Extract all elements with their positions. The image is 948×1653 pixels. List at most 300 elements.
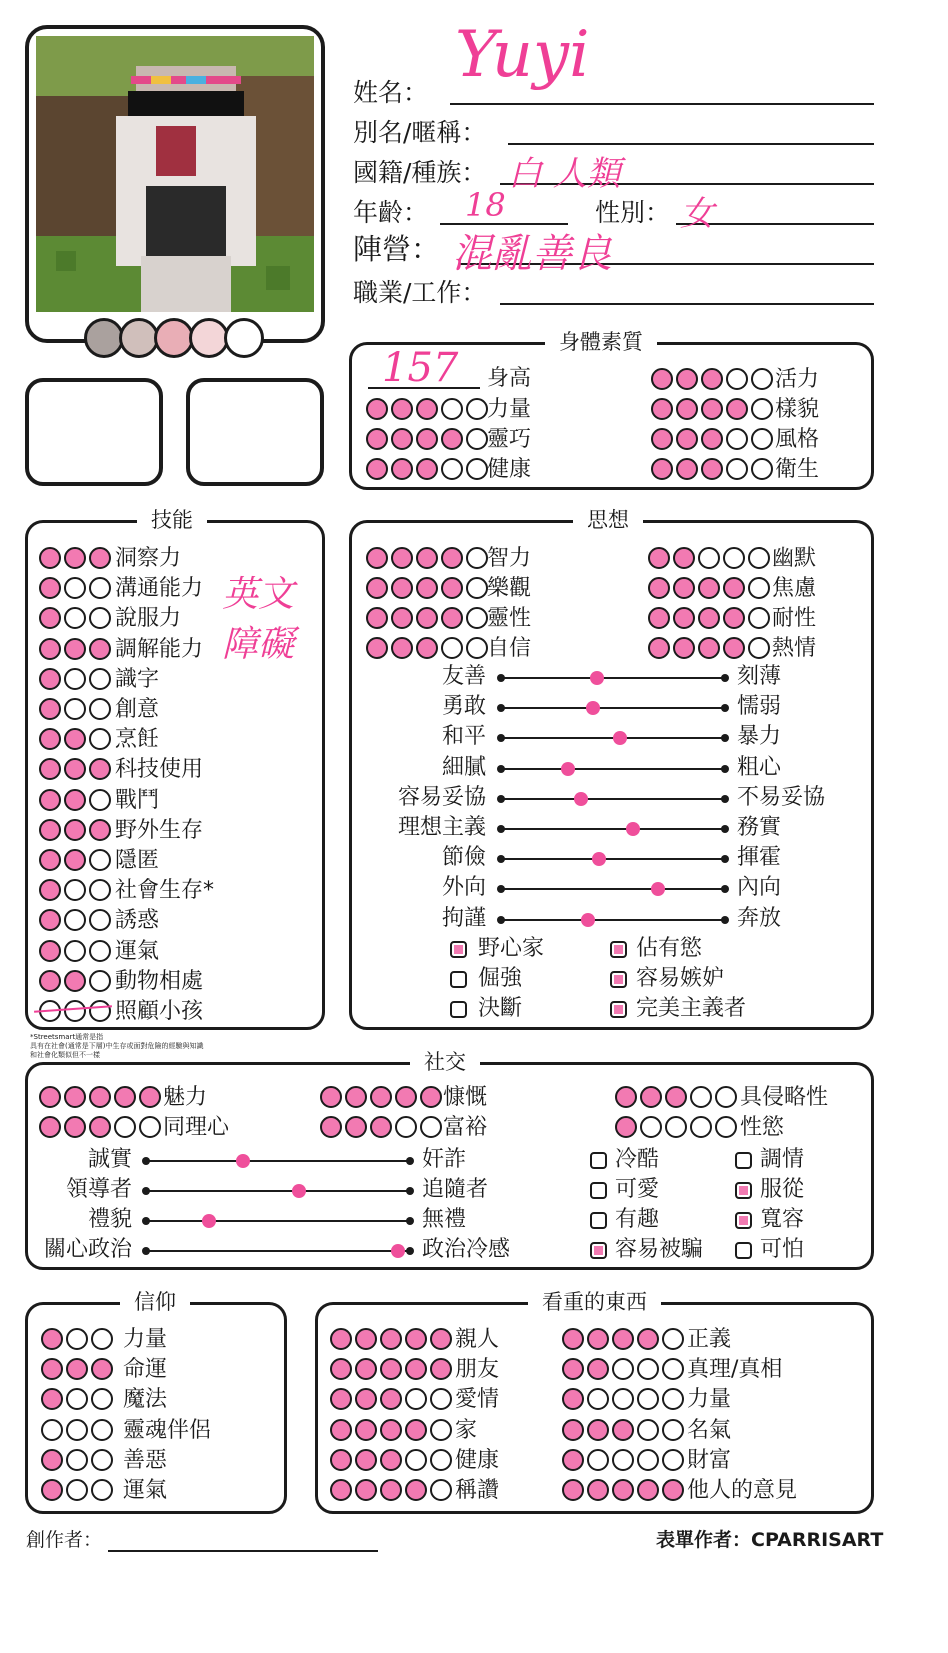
rating-dot[interactable]: [91, 1328, 113, 1350]
rating-dot[interactable]: [637, 1449, 659, 1471]
value-dots: [330, 1419, 452, 1441]
rating-dot[interactable]: [41, 1449, 63, 1471]
rating-dot[interactable]: [391, 398, 413, 420]
item-label: 內向: [737, 875, 782, 901]
rating-dot[interactable]: [66, 1328, 88, 1350]
slider-left-label: 理想主義: [397, 815, 486, 840]
rating-dot[interactable]: [330, 1449, 352, 1471]
rating-dot[interactable]: [441, 458, 463, 480]
rating-dot[interactable]: [39, 970, 61, 992]
rating-dot[interactable]: [366, 577, 388, 599]
rating-dot[interactable]: [587, 1419, 609, 1441]
value-dots: [330, 1328, 452, 1350]
rating-dot[interactable]: [330, 1419, 352, 1441]
rating-dot[interactable]: [751, 368, 773, 390]
rating-dot[interactable]: [676, 398, 698, 420]
checkbox[interactable]: [735, 1212, 752, 1229]
item-label: 烹飪: [115, 727, 160, 753]
rating-dot[interactable]: [355, 1358, 377, 1380]
rating-dot[interactable]: [139, 1086, 161, 1108]
rating-dot[interactable]: [89, 607, 111, 629]
rating-dot[interactable]: [562, 1388, 584, 1410]
checkbox[interactable]: [450, 971, 467, 988]
rating-dot[interactable]: [648, 577, 670, 599]
rating-dot[interactable]: [114, 1116, 136, 1138]
rating-dot[interactable]: [637, 1388, 659, 1410]
rating-dot[interactable]: [391, 458, 413, 480]
rating-dot[interactable]: [391, 428, 413, 450]
rating-dot[interactable]: [612, 1328, 634, 1350]
rating-dot[interactable]: [726, 458, 748, 480]
item-label: 風格: [775, 427, 820, 452]
value-dots: [330, 1358, 452, 1380]
rating-dot[interactable]: [64, 849, 86, 871]
thought-slider: [500, 919, 726, 921]
rating-dot[interactable]: [466, 637, 488, 659]
rating-dot[interactable]: [562, 1358, 584, 1380]
rating-dot[interactable]: [690, 1116, 712, 1138]
rating-dot[interactable]: [89, 698, 111, 720]
rating-dot[interactable]: [662, 1479, 684, 1501]
rating-dot[interactable]: [330, 1479, 352, 1501]
rating-dot[interactable]: [466, 547, 488, 569]
rating-dot[interactable]: [748, 607, 770, 629]
rating-dot[interactable]: [39, 728, 61, 750]
rating-dot[interactable]: [39, 849, 61, 871]
rating-dot[interactable]: [41, 1388, 63, 1410]
rating-dot[interactable]: [366, 547, 388, 569]
rating-dot[interactable]: [114, 1086, 136, 1108]
rating-dot[interactable]: [430, 1358, 452, 1380]
rating-dot[interactable]: [395, 1116, 417, 1138]
rating-dot[interactable]: [441, 428, 463, 450]
rating-dot[interactable]: [466, 458, 488, 480]
rating-dot[interactable]: [39, 577, 61, 599]
rating-dot[interactable]: [64, 879, 86, 901]
checkbox[interactable]: [735, 1152, 752, 1169]
slider-knob[interactable]: [581, 913, 595, 927]
rating-dot[interactable]: [64, 970, 86, 992]
rating-dot[interactable]: [41, 1419, 63, 1441]
slider-knob[interactable]: [202, 1214, 216, 1228]
rating-dot[interactable]: [430, 1388, 452, 1410]
rating-dot[interactable]: [405, 1328, 427, 1350]
rating-dot[interactable]: [89, 940, 111, 962]
item-label: 親人: [455, 1327, 500, 1352]
rating-dot[interactable]: [64, 577, 86, 599]
slider-knob[interactable]: [586, 701, 600, 715]
rating-dot[interactable]: [345, 1116, 367, 1138]
rating-dot[interactable]: [380, 1419, 402, 1441]
rating-dot[interactable]: [701, 458, 723, 480]
rating-dot[interactable]: [430, 1449, 452, 1471]
rating-dot[interactable]: [39, 879, 61, 901]
rating-dot[interactable]: [395, 1086, 417, 1108]
rating-dot[interactable]: [673, 577, 695, 599]
rating-dot[interactable]: [391, 637, 413, 659]
rating-dot[interactable]: [39, 668, 61, 690]
rating-dot[interactable]: [366, 398, 388, 420]
rating-dot[interactable]: [651, 428, 673, 450]
checkbox[interactable]: [450, 1001, 467, 1018]
rating-dot[interactable]: [380, 1358, 402, 1380]
item-label: 名氣: [687, 1417, 732, 1443]
rating-dot[interactable]: [91, 1388, 113, 1410]
rating-dot[interactable]: [39, 547, 61, 569]
rating-dot[interactable]: [698, 577, 720, 599]
rating-dot[interactable]: [648, 607, 670, 629]
item-label: 幽默: [772, 546, 817, 571]
checkbox[interactable]: [590, 1182, 607, 1199]
rating-dot[interactable]: [89, 638, 111, 660]
rating-dot[interactable]: [380, 1449, 402, 1471]
rating-dot[interactable]: [89, 668, 111, 690]
rating-dot[interactable]: [39, 698, 61, 720]
rating-dot[interactable]: [370, 1086, 392, 1108]
rating-dot[interactable]: [651, 398, 673, 420]
rating-dot[interactable]: [651, 368, 673, 390]
checkbox[interactable]: [735, 1182, 752, 1199]
rating-dot[interactable]: [420, 1086, 442, 1108]
rating-dot[interactable]: [64, 909, 86, 931]
rating-dot[interactable]: [89, 1116, 111, 1138]
creator-line[interactable]: [108, 1550, 378, 1552]
rating-dot[interactable]: [615, 1116, 637, 1138]
rating-dot[interactable]: [370, 1116, 392, 1138]
rating-dot[interactable]: [89, 758, 111, 780]
nationality-value: 白 人類: [508, 154, 621, 194]
rating-dot[interactable]: [701, 368, 723, 390]
rating-dot[interactable]: [64, 547, 86, 569]
rating-dot[interactable]: [89, 849, 111, 871]
rating-dot[interactable]: [673, 607, 695, 629]
rating-dot[interactable]: [64, 638, 86, 660]
rating-dot[interactable]: [405, 1419, 427, 1441]
rating-dot[interactable]: [39, 638, 61, 660]
rating-dot[interactable]: [380, 1328, 402, 1350]
rating-dot[interactable]: [715, 1086, 737, 1108]
skill-dots: [39, 547, 111, 569]
social-dots: [320, 1116, 442, 1138]
rating-dot[interactable]: [637, 1419, 659, 1441]
item-label: 容易被騙: [615, 1237, 704, 1262]
rating-dot[interactable]: [330, 1388, 352, 1410]
rating-dot[interactable]: [355, 1419, 377, 1441]
item-label: 他人的意見: [687, 1478, 798, 1503]
rating-dot[interactable]: [562, 1449, 584, 1471]
rating-dot[interactable]: [89, 728, 111, 750]
rating-dot[interactable]: [587, 1358, 609, 1380]
rating-dot[interactable]: [64, 1000, 86, 1022]
skill-dots: [39, 909, 111, 931]
rating-dot[interactable]: [748, 547, 770, 569]
checkbox[interactable]: [450, 941, 467, 958]
rating-dot[interactable]: [391, 547, 413, 569]
skill-dots: [39, 789, 111, 811]
rating-dot[interactable]: [637, 1328, 659, 1350]
thought-dots: [648, 607, 770, 629]
rating-dot[interactable]: [66, 1419, 88, 1441]
rating-dot[interactable]: [648, 547, 670, 569]
rating-dot[interactable]: [355, 1328, 377, 1350]
rating-dot[interactable]: [690, 1086, 712, 1108]
rating-dot[interactable]: [345, 1086, 367, 1108]
rating-dot[interactable]: [466, 428, 488, 450]
rating-dot[interactable]: [366, 637, 388, 659]
item-label: 溝通能力: [115, 576, 204, 602]
alias-line[interactable]: [508, 143, 874, 145]
rating-dot[interactable]: [665, 1116, 687, 1138]
rating-dot[interactable]: [64, 940, 86, 962]
rating-dot[interactable]: [89, 577, 111, 599]
rating-dot[interactable]: [698, 607, 720, 629]
rating-dot[interactable]: [466, 398, 488, 420]
rating-dot[interactable]: [723, 637, 745, 659]
rating-dot[interactable]: [416, 547, 438, 569]
rating-dot[interactable]: [698, 637, 720, 659]
rating-dot[interactable]: [66, 1388, 88, 1410]
rating-dot[interactable]: [355, 1479, 377, 1501]
rating-dot[interactable]: [726, 398, 748, 420]
rating-dot[interactable]: [723, 607, 745, 629]
rating-dot[interactable]: [366, 607, 388, 629]
rating-dot[interactable]: [662, 1449, 684, 1471]
item-label: 魅力: [163, 1085, 208, 1110]
rating-dot[interactable]: [320, 1086, 342, 1108]
extra-slot-right: [186, 378, 324, 486]
rating-dot[interactable]: [430, 1479, 452, 1501]
rating-dot[interactable]: [64, 1086, 86, 1108]
thought-slider: [500, 737, 726, 739]
rating-dot[interactable]: [587, 1388, 609, 1410]
rating-dot[interactable]: [441, 547, 463, 569]
rating-dot[interactable]: [648, 637, 670, 659]
rating-dot[interactable]: [751, 428, 773, 450]
rating-dot[interactable]: [562, 1479, 584, 1501]
rating-dot[interactable]: [139, 1116, 161, 1138]
palette-swatch: [224, 318, 264, 358]
rating-dot[interactable]: [723, 547, 745, 569]
rating-dot[interactable]: [441, 577, 463, 599]
rating-dot[interactable]: [66, 1449, 88, 1471]
rating-dot[interactable]: [64, 698, 86, 720]
rating-dot[interactable]: [673, 637, 695, 659]
checkbox[interactable]: [590, 1152, 607, 1169]
rating-dot[interactable]: [420, 1116, 442, 1138]
item-label: 健康: [487, 457, 532, 482]
rating-dot[interactable]: [355, 1449, 377, 1471]
rating-dot[interactable]: [320, 1116, 342, 1138]
checkbox[interactable]: [590, 1242, 607, 1259]
rating-dot[interactable]: [41, 1479, 63, 1501]
item-label: 富裕: [443, 1115, 488, 1140]
rating-dot[interactable]: [416, 428, 438, 450]
item-label: 容易嫉妒: [636, 966, 725, 991]
rating-dot[interactable]: [366, 458, 388, 480]
rating-dot[interactable]: [89, 1086, 111, 1108]
rating-dot[interactable]: [715, 1116, 737, 1138]
rating-dot[interactable]: [662, 1419, 684, 1441]
value-dots: [330, 1479, 452, 1501]
rating-dot[interactable]: [330, 1358, 352, 1380]
rating-dot[interactable]: [89, 819, 111, 841]
rating-dot[interactable]: [89, 970, 111, 992]
slider-knob[interactable]: [561, 762, 575, 776]
rating-dot[interactable]: [701, 428, 723, 450]
rating-dot[interactable]: [587, 1449, 609, 1471]
item-label: 自信: [487, 636, 532, 661]
rating-dot[interactable]: [330, 1328, 352, 1350]
body-dots: [366, 458, 488, 480]
rating-dot[interactable]: [66, 1479, 88, 1501]
faith-dots: [41, 1449, 113, 1471]
rating-dot[interactable]: [41, 1328, 63, 1350]
faith-dots: [41, 1358, 113, 1380]
rating-dot[interactable]: [39, 1116, 61, 1138]
social-title: 社交: [410, 1049, 480, 1075]
age-value: 18: [465, 186, 506, 224]
thought-dots: [366, 607, 488, 629]
rating-dot[interactable]: [662, 1388, 684, 1410]
rating-dot[interactable]: [726, 428, 748, 450]
rating-dot[interactable]: [405, 1449, 427, 1471]
rating-dot[interactable]: [441, 637, 463, 659]
rating-dot[interactable]: [91, 1479, 113, 1501]
rating-dot[interactable]: [380, 1479, 402, 1501]
rating-dot[interactable]: [612, 1449, 634, 1471]
gender-label: 性別：: [595, 198, 671, 227]
rating-dot[interactable]: [405, 1388, 427, 1410]
rating-dot[interactable]: [64, 668, 86, 690]
rating-dot[interactable]: [391, 577, 413, 599]
rating-dot[interactable]: [676, 458, 698, 480]
slider-left-label: 節儉: [441, 845, 486, 871]
rating-dot[interactable]: [751, 398, 773, 420]
faith-dots: [41, 1388, 113, 1410]
rating-dot[interactable]: [416, 607, 438, 629]
checkbox[interactable]: [610, 941, 627, 958]
rating-dot[interactable]: [637, 1479, 659, 1501]
rating-dot[interactable]: [64, 758, 86, 780]
item-label: 創意: [115, 697, 160, 722]
rating-dot[interactable]: [64, 728, 86, 750]
item-label: 寬容: [760, 1207, 805, 1232]
rating-dot[interactable]: [612, 1479, 634, 1501]
rating-dot[interactable]: [651, 458, 673, 480]
rating-dot[interactable]: [430, 1328, 452, 1350]
body-dots: [651, 428, 773, 450]
checkbox[interactable]: [610, 971, 627, 988]
rating-dot[interactable]: [89, 789, 111, 811]
occupation-line[interactable]: [500, 303, 874, 305]
rating-dot[interactable]: [662, 1358, 684, 1380]
rating-dot[interactable]: [41, 1358, 63, 1380]
rating-dot[interactable]: [612, 1358, 634, 1380]
rating-dot[interactable]: [380, 1388, 402, 1410]
rating-dot[interactable]: [64, 607, 86, 629]
rating-dot[interactable]: [676, 368, 698, 390]
rating-dot[interactable]: [726, 368, 748, 390]
rating-dot[interactable]: [612, 1419, 634, 1441]
rating-dot[interactable]: [64, 789, 86, 811]
rating-dot[interactable]: [391, 607, 413, 629]
rating-dot[interactable]: [39, 789, 61, 811]
rating-dot[interactable]: [64, 819, 86, 841]
rating-dot[interactable]: [662, 1328, 684, 1350]
rating-dot[interactable]: [39, 1086, 61, 1108]
rating-dot[interactable]: [39, 940, 61, 962]
value-dots: [562, 1479, 684, 1501]
rating-dot[interactable]: [416, 398, 438, 420]
rating-dot[interactable]: [640, 1116, 662, 1138]
rating-dot[interactable]: [698, 547, 720, 569]
rating-dot[interactable]: [466, 607, 488, 629]
rating-dot[interactable]: [405, 1358, 427, 1380]
rating-dot[interactable]: [89, 909, 111, 931]
rating-dot[interactable]: [723, 577, 745, 599]
rating-dot[interactable]: [89, 1000, 111, 1022]
rating-dot[interactable]: [64, 1116, 86, 1138]
checkbox[interactable]: [735, 1242, 752, 1259]
rating-dot[interactable]: [587, 1479, 609, 1501]
rating-dot[interactable]: [612, 1388, 634, 1410]
item-label: 冷酷: [615, 1147, 660, 1172]
rating-dot[interactable]: [91, 1449, 113, 1471]
rating-dot[interactable]: [416, 637, 438, 659]
rating-dot[interactable]: [89, 879, 111, 901]
checkbox[interactable]: [610, 1001, 627, 1018]
rating-dot[interactable]: [89, 547, 111, 569]
rating-dot[interactable]: [587, 1328, 609, 1350]
name-line[interactable]: [450, 103, 874, 105]
rating-dot[interactable]: [640, 1086, 662, 1108]
rating-dot[interactable]: [405, 1479, 427, 1501]
checkbox[interactable]: [590, 1212, 607, 1229]
rating-dot[interactable]: [441, 607, 463, 629]
rating-dot[interactable]: [416, 458, 438, 480]
rating-dot[interactable]: [676, 428, 698, 450]
rating-dot[interactable]: [673, 547, 695, 569]
rating-dot[interactable]: [748, 637, 770, 659]
rating-dot[interactable]: [466, 577, 488, 599]
faith-title: 信仰: [120, 1289, 190, 1315]
rating-dot[interactable]: [39, 819, 61, 841]
rating-dot[interactable]: [66, 1358, 88, 1380]
rating-dot[interactable]: [562, 1419, 584, 1441]
rating-dot[interactable]: [39, 607, 61, 629]
rating-dot[interactable]: [39, 758, 61, 780]
rating-dot[interactable]: [355, 1388, 377, 1410]
rating-dot[interactable]: [441, 398, 463, 420]
rating-dot[interactable]: [562, 1328, 584, 1350]
rating-dot[interactable]: [701, 398, 723, 420]
slider-knob[interactable]: [391, 1244, 405, 1258]
rating-dot[interactable]: [430, 1419, 452, 1441]
rating-dot[interactable]: [91, 1419, 113, 1441]
rating-dot[interactable]: [615, 1086, 637, 1108]
rating-dot[interactable]: [637, 1358, 659, 1380]
item-label: 不易妥協: [737, 784, 826, 810]
rating-dot[interactable]: [416, 577, 438, 599]
faith-dots: [41, 1419, 113, 1441]
rating-dot[interactable]: [366, 428, 388, 450]
rating-dot[interactable]: [39, 909, 61, 931]
thought-dots: [648, 637, 770, 659]
rating-dot[interactable]: [665, 1086, 687, 1108]
rating-dot[interactable]: [91, 1358, 113, 1380]
rating-dot[interactable]: [751, 458, 773, 480]
rating-dot[interactable]: [748, 577, 770, 599]
